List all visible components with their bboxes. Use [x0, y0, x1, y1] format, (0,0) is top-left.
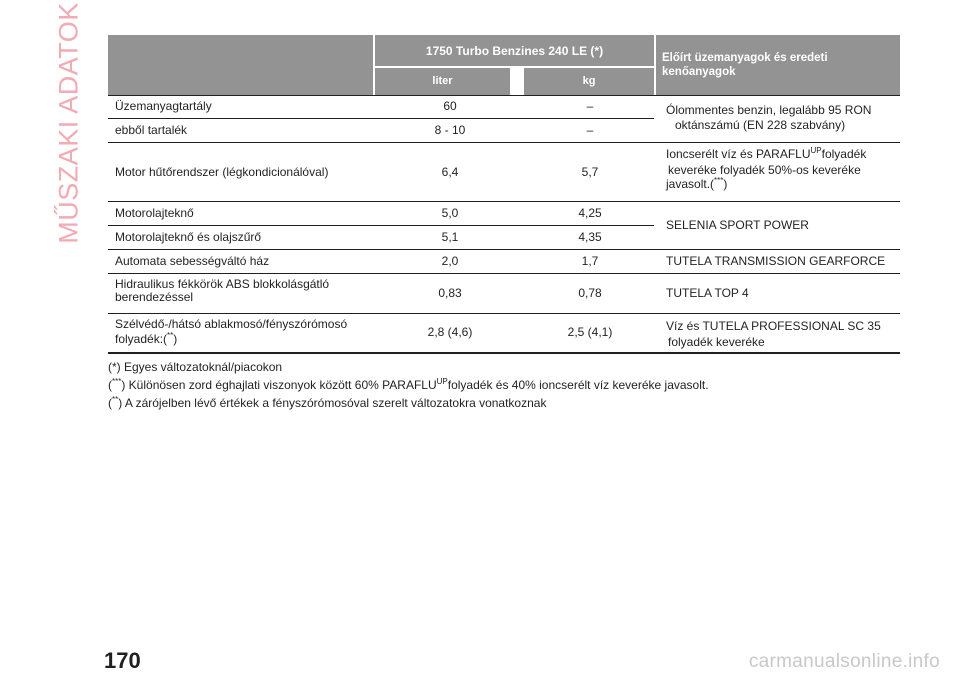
footnote-1: (*) Egyes változatoknál/piacokon	[108, 360, 283, 374]
footnote-text: ) A zárójelben lévő értékek a fényszórómosóval szerelt változatokra vonatkoznak	[118, 396, 547, 410]
washer-spec-line1: Víz és TUTELA PROFESSIONAL SC 35	[666, 319, 881, 333]
row-label: Automata sebességváltó ház	[115, 254, 270, 268]
row-kg: 4,25	[578, 206, 602, 220]
row-divider	[108, 118, 654, 119]
coolant-text: )	[723, 177, 728, 191]
brake-spec: TUTELA TOP 4	[666, 286, 749, 300]
row-kg: 5,7	[581, 165, 599, 179]
footnote-superscript: UP	[436, 377, 448, 386]
header-engine: 1750 Turbo Benzines 240 LE (*)	[425, 44, 604, 58]
row-label: Szélvédő-/hátsó ablakmosó/fényszórómosó	[115, 317, 348, 331]
footnote-marker: ***	[112, 377, 122, 386]
footnote-2	[108, 378, 709, 392]
footnote-text: folyadék és 40% ioncserélt víz keveréke javasolt.	[447, 378, 709, 392]
coolant-superscript: UP	[810, 146, 822, 155]
header-kg: kg	[582, 75, 596, 87]
footnote-marker: **	[167, 331, 174, 340]
coolant-text: folyadék	[821, 147, 867, 161]
row-liter: 2,0	[441, 254, 459, 268]
row-liter: 5,1	[441, 230, 459, 244]
footnote-text: (	[108, 378, 112, 392]
header-liter: liter	[432, 75, 453, 87]
section-title	[52, 2, 86, 244]
oil-spec: SELENIA SPORT POWER	[666, 218, 809, 232]
row-label: ebből tartalék	[115, 123, 188, 137]
page-number: 170	[104, 648, 141, 673]
row-kg: –	[586, 99, 594, 113]
row-kg: 1,7	[581, 254, 599, 268]
row-kg: 4,35	[578, 230, 602, 244]
washer-spec-line2: folyadék keveréke	[668, 335, 765, 349]
row-divider	[108, 313, 900, 314]
row-liter: 5,0	[441, 206, 459, 220]
footnote-3	[108, 396, 546, 410]
row-kg: 0,78	[578, 286, 602, 300]
table-bottom-rule	[108, 352, 900, 354]
footnote-marker: **	[112, 395, 119, 404]
row-divider	[108, 142, 900, 143]
gearbox-spec: TUTELA TRANSMISSION GEARFORCE	[666, 254, 886, 268]
row-liter: 2,8 (4,6)	[427, 325, 473, 339]
row-divider	[108, 95, 900, 96]
row-label-text: folyadék:(	[115, 332, 168, 346]
row-divider	[108, 273, 900, 274]
coolant-spec-line1	[666, 148, 866, 161]
header-kg-cell	[524, 68, 654, 95]
header-liter-cell	[375, 68, 510, 95]
footnote-marker: ***	[714, 176, 724, 185]
row-liter: 6,4	[441, 165, 459, 179]
section-title-text: MŰSZAKI ADATOK	[53, 2, 84, 244]
header-fuel: Előírt üzemanyagok és eredeti kenőanyagok	[662, 52, 828, 78]
row-liter: 0,83	[438, 286, 462, 300]
row-label: Motorolajteknő	[115, 206, 194, 220]
row-label: Motorolajteknő és olajszűrő	[115, 230, 262, 244]
coolant-spec-line3	[666, 178, 727, 191]
fuel-spec-line1: Ólommentes benzin, legalább 95 RON	[666, 103, 872, 117]
row-label: berendezéssel	[115, 290, 194, 304]
coolant-text: Ioncserélt víz és PARAFLU	[666, 147, 811, 161]
row-label: Motor hűtőrendszer (légkondicionálóval)	[115, 165, 329, 179]
row-divider	[108, 225, 654, 226]
footnote-text: (	[108, 396, 112, 410]
row-kg: –	[586, 123, 594, 137]
row-label: Hidraulikus fékkörök ABS blokkolásgátló	[115, 277, 330, 291]
header-empty-cell	[108, 35, 373, 95]
row-divider	[108, 201, 900, 202]
row-kg: 2,5 (4,1)	[567, 325, 613, 339]
coolant-text: javasolt.(	[666, 177, 715, 191]
header-fuel-cell	[656, 35, 900, 95]
header-engine-cell	[375, 35, 654, 66]
row-label	[115, 333, 177, 346]
row-divider	[108, 249, 900, 250]
row-liter: 8 - 10	[434, 123, 466, 137]
coolant-spec-line2: keveréke folyadék 50%-os keveréke	[668, 163, 861, 177]
row-label-text: )	[173, 332, 178, 346]
row-liter: 60	[443, 99, 457, 113]
watermark: carmanualsonline.info	[748, 651, 940, 672]
fuel-spec-line2: oktánszámú (EN 228 szabvány)	[675, 118, 846, 132]
row-label: Üzemanyagtartály	[115, 99, 212, 113]
footnote-text: ) Különösen zord éghajlati viszonyok között 60% PARAFLU	[121, 378, 437, 392]
